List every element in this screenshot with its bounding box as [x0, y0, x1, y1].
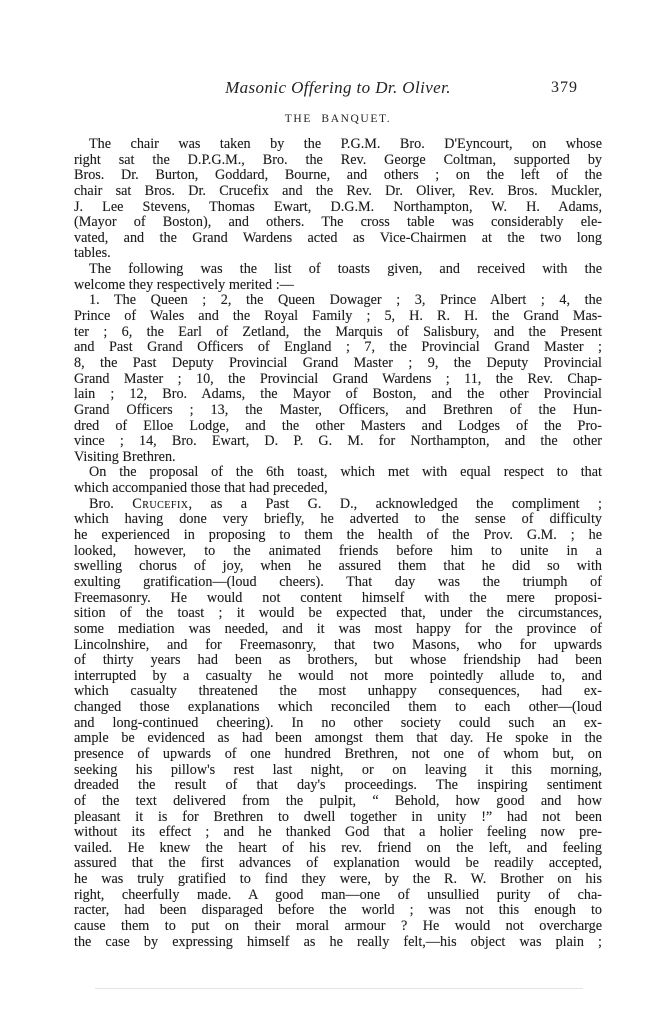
- text-line: changed those explanations which reconciled them to each other—(loud: [74, 699, 602, 716]
- text-line: right sat the D.P.G.M., Bro. the Rev. George Coltman, supported by: [74, 151, 602, 168]
- text-line: On the proposal of the 6th toast, which met with equal respect to that: [89, 464, 602, 481]
- text-line: chair sat Bros. Dr. Crucefix and the Rev. Dr. Oliver, Rev. Bros. Muckler,: [74, 182, 602, 199]
- text-line: assured that the first advances of explanation would be readily accepted,: [74, 855, 602, 872]
- text-segment: Bro.: [89, 495, 133, 512]
- text-line: which having done very briefly, he adverted to the sense of difficulty: [74, 511, 602, 528]
- page-number: 379: [551, 79, 578, 96]
- paragraph: [74, 137, 602, 262]
- text-line: Grand Officers ; 13, the Master, Officers, and Brethren of the Hun-: [74, 401, 602, 418]
- text-line: exulting gratification—(loud cheers). That day was the triumph of: [74, 573, 602, 590]
- text-line: ter ; 6, the Earl of Zetland, the Marquis of Salisbury, and the Present: [74, 323, 602, 340]
- text-line: vated, and the Grand Wardens acted as Vice-Chairmen at the two long: [74, 229, 602, 246]
- text-line: cause them to put on their moral armour ? He would not overcharge: [74, 918, 602, 935]
- text-line: dreaded the result of that day's proceedings. The inspiring sentiment: [74, 777, 602, 794]
- text-line: sition of the toast ; it would be expected that, under the circumstances,: [74, 605, 602, 622]
- text-line: Visiting Brethren.: [74, 448, 176, 465]
- text-line: which casualty threatened the most unhappy consequences, had ex-: [74, 683, 602, 700]
- small-caps-name: Crucefix: [132, 495, 189, 512]
- paragraph: [74, 262, 602, 293]
- text-line: without its effect ; and he thanked God that a holier feeling now pre-: [74, 824, 602, 841]
- text-line: of thirty years had been as brothers, but whose friendship had been: [74, 652, 602, 669]
- text-line: he was truly gratified to find they were, by the R. W. Brother on his: [74, 871, 602, 888]
- text-line: The following was the list of toasts given, and received with the: [89, 261, 602, 278]
- section-heading: THE BANQUET.: [284, 113, 392, 125]
- text-line: Freemasonry. He would not content himself with the mere proposi-: [74, 589, 602, 606]
- text-line: presence of upwards of one hundred Brethren, not one of whom but, on: [74, 745, 602, 762]
- text-line: The chair was taken by the P.G.M. Bro. D'Eyncourt, on whose: [89, 136, 602, 152]
- text-line: looked, however, to the animated friends before him to unite in a: [74, 542, 602, 559]
- text-line: dred of Elloe Lodge, and the other Masters and Lodges of the Pro-: [74, 417, 602, 434]
- text-line: Lincolnshire, and for Freemasonry, that two Masons, who for upwards: [74, 636, 602, 653]
- text-line: lain ; 12, Bro. Adams, the Mayor of Boston, and the other Provincial: [74, 386, 602, 403]
- text-line: right, cheerfully made. A good man—one of unsullied purity of cha-: [74, 886, 602, 903]
- text-line: Prince of Wales and the Royal Family ; 5, H. R. H. the Grand Mas-: [74, 308, 602, 325]
- text-line: J. Lee Stevens, Thomas Ewart, D.G.M. Northampton, W. H. Adams,: [74, 198, 602, 215]
- text-line: welcome they respectively merited :—: [74, 276, 294, 293]
- text-line: the case by expressing himself as he really felt,—his object was plain ;: [74, 933, 602, 950]
- text-line: he experienced in proposing to them the health of the Prov. G.M. ; he: [74, 527, 602, 544]
- paragraph: [74, 465, 602, 496]
- text-line: of the text delivered from the pulpit, “ Behold, how good and how: [74, 792, 602, 809]
- text-segment: , as a Past G. D., acknowledged the compliment ;: [188, 495, 602, 512]
- text-line: Grand Master ; 10, the Provincial Grand Wardens ; 11, the Rev. Chap-: [74, 370, 602, 387]
- text-line: ample be evidenced as had been amongst them that day. He spoke in the: [74, 730, 602, 747]
- text-line: some mediation was needed, and it was most happy for the province of: [74, 620, 602, 637]
- text-line: interrupted by a casualty he would not more pointedly allude to, and: [74, 667, 602, 684]
- text-line: and Past Grand Officers of England ; 7, the Provincial Grand Master ;: [74, 339, 602, 356]
- text-line: racter, had been disparaged before the world ; was not this enough to: [74, 902, 602, 919]
- text-line: 8, the Past Deputy Provincial Grand Master ; 9, the Deputy Provincial: [74, 354, 602, 371]
- text-block: [74, 137, 602, 950]
- paragraph: [74, 293, 602, 465]
- scan-artifact-line: [95, 988, 583, 989]
- running-head: [74, 78, 602, 98]
- text-line: swelling chorus of joy, when he assured them that he did so with: [74, 558, 602, 575]
- paragraph: [74, 497, 602, 951]
- text-line: 1. The Queen ; 2, the Queen Dowager ; 3, Prince Albert ; 4, the: [89, 292, 602, 309]
- text-line: pleasant it is for Brethren to dwell together in unity !” had not been: [74, 808, 602, 825]
- running-head-title: Masonic Offering to Dr. Oliver.: [225, 78, 451, 97]
- text-line: vailed. He knew the heart of his rev. friend on the left, and feeling: [74, 839, 602, 856]
- text-line: and long-continued cheering). In no other society could such an ex-: [74, 714, 602, 731]
- text-line: vince ; 14, Bro. Ewart, D. P. G. M. for Northampton, and the other: [74, 433, 602, 450]
- text-line: seeking his pillow's rest last night, or on leaving it this morning,: [74, 761, 602, 778]
- text-line: Bros. Dr. Burton, Goddard, Bourne, and others ; on the left of the: [74, 167, 602, 184]
- text-line: which accompanied those that had preceded,: [74, 480, 328, 497]
- text-line: (Mayor of Boston), and others. The cross table was considerably ele-: [74, 214, 602, 231]
- text-line: tables.: [74, 245, 111, 262]
- text-line: [74, 497, 602, 513]
